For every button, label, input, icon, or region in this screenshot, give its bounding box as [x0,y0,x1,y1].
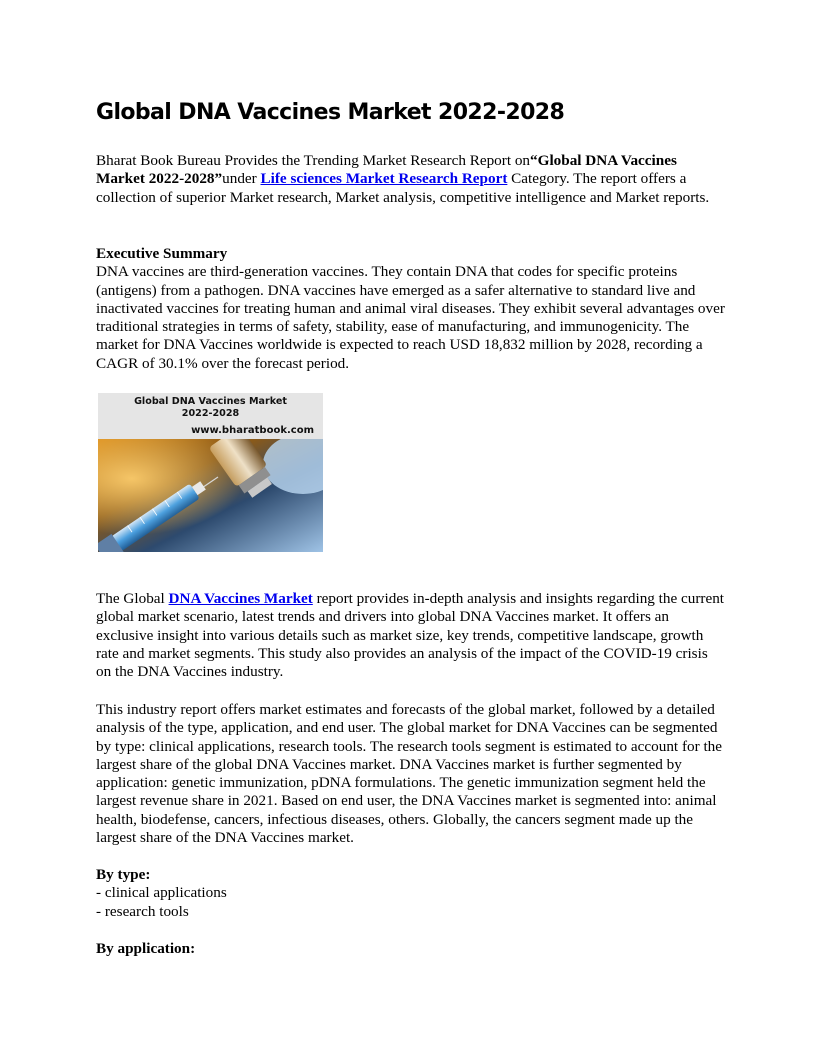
executive-summary-section [96,245,726,373]
overview-suffix: report provides in-depth analysis and insights regarding the current global market scenario, latest trends and drivers into global DNA Vaccines market. It offers an exclusive insight into various details such as market size, key trends, competitive landscape, growth rate and market segments. This study also provides an analysis of the impact of the COVID-19 crisis on the DNA Vaccines industry. [96,590,725,681]
cover-title [98,396,323,420]
page-title: Global DNA Vaccines Market 2022-2028 [96,100,565,125]
list-item: - research tools [96,902,189,920]
intro-suffix: Category. The report offers a collection of superior Market research, Market analysis, competitive intelligence and Market reports. [96,170,710,206]
overview-paragraph [96,590,726,681]
intro-mid: under [222,170,261,188]
cover-title-line1: Global DNA Vaccines Market [134,396,287,407]
cover-url: www.bharatbook.com [191,425,314,436]
cover-title-line2: 2022-2028 [181,408,240,419]
segmentation-text: This industry report offers market estimates and forecasts of the global market, followed by a detailed analysis of the type, application, and end user. The global market for DNA Vaccines can be segmented by type: clinical applications, research tools. The research tools segment is estimated to account for the largest share of the global DNA Vaccines market. DNA Vaccines market is further segmented by application: genetic immunization, pDNA formulations. The genetic immunization segment held the largest revenue share in 2021. Based on end user, the DNA Vaccines market is segmented into: animal health, biodefense, cancers, infectious diseases, others. Globally, the cancers segment made up the largest share of the DNA Vaccines market. [96,701,723,847]
syringe-vial-photo [98,439,323,552]
by-type-section [96,866,726,921]
dna-vaccines-market-link[interactable]: DNA Vaccines Market [168,590,313,607]
by-application-section [96,940,726,958]
executive-summary-heading: Executive Summary [96,245,228,262]
segmentation-paragraph [96,701,726,847]
executive-summary-body: DNA vaccines are third-generation vaccines. They contain DNA that codes for specific proteins (antigens) from a pathogen. DNA vaccines have emerged as a safer alternative to standard live and inactivated vaccines for treating human and animal viral diseases. They exhibit several advantages over traditional strategies in terms of safety, stability, ease of manufacturing, and immunogenicity. The market for DNA Vaccines worldwide is expected to reach USD 18,832 million by 2028, recording a CAGR of 30.1% over the forecast period. [96,263,725,372]
report-title-bold: “Global DNA Vaccines Market 2022-2028” [96,152,677,188]
by-type-heading: By type: [96,866,151,883]
report-cover-image [98,393,323,552]
category-link[interactable]: Life sciences Market Research Report [260,170,508,188]
cover-banner [98,393,323,439]
intro-paragraph [96,152,726,207]
list-item: - clinical applications [96,884,227,902]
intro-prefix: Bharat Book Bureau Provides the Trending Market Research Report on [96,152,531,169]
by-application-heading: By application: [96,940,196,957]
overview-prefix: The Global [96,590,169,607]
